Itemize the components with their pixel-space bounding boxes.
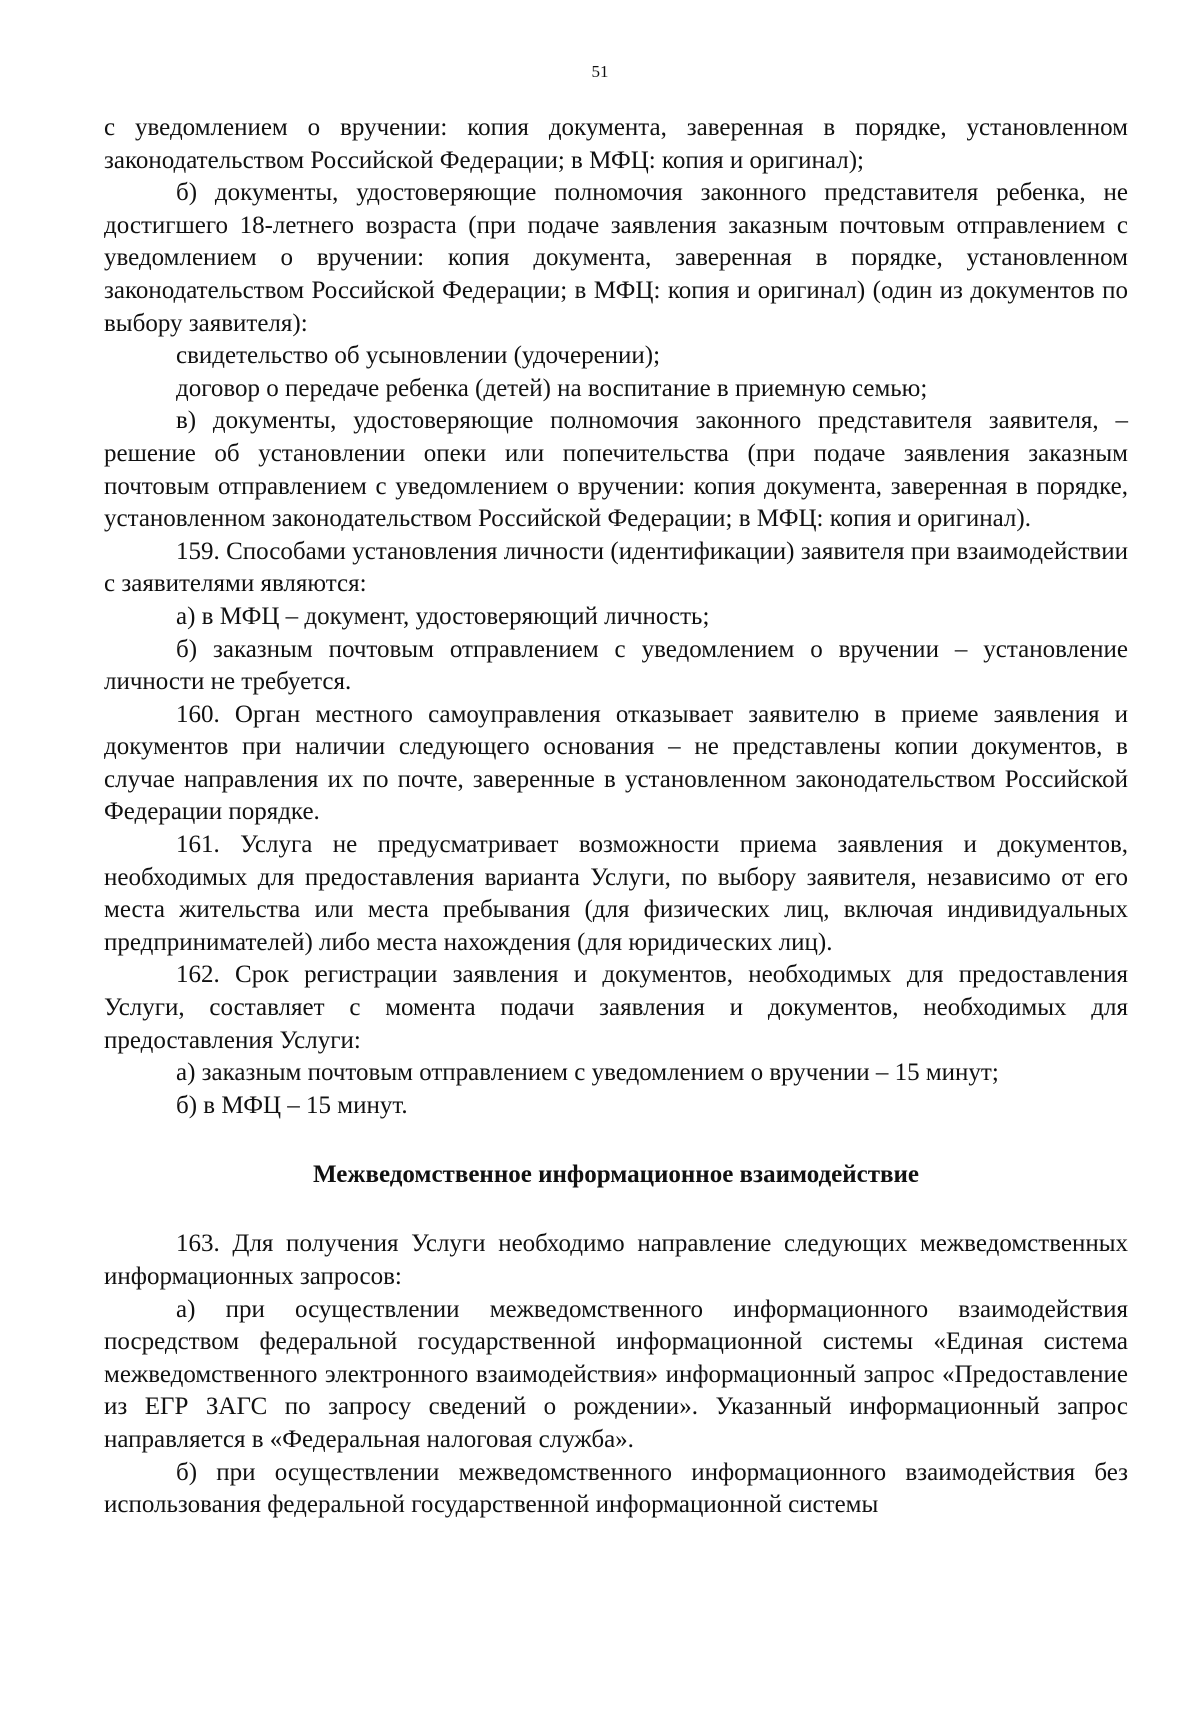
- paragraph: а) в МФЦ – документ, удостоверяющий личность;: [176, 602, 710, 630]
- paragraph: 162. Срок регистрации заявления и документов, необходимых для предоставления Услуги, составляет с момента подачи заявления и документов, необходимых для предоставления Услуги:: [104, 961, 1128, 1054]
- paragraph: 161. Услуга не предусматривает возможности приема заявления и документов, необходимых для предоставления варианта Услуги, по выбору заявителя, независимо от его места жительства или места пребывания (для физических лиц, включая индивидуальных предпринимателей) либо места нахождения (для юридических лиц).: [104, 831, 1128, 956]
- paragraph: б) заказным почтовым отправлением с уведомлением о вручении – установление личности не требуется.: [104, 635, 1128, 696]
- paragraph: с уведомлением о вручении: копия документа, заверенная в порядке, установленном законодательством Российской Федерации; в МФЦ: копия и оригинал);: [104, 114, 1128, 174]
- document-body: [104, 112, 1128, 1522]
- paragraph: 159. Способами установления личности (идентификации) заявителя при взаимодействии с заявителями являются:: [104, 537, 1128, 598]
- paragraph: б) при осуществлении межведомственного информационного взаимодействия без использования федеральной государственной информационной системы: [104, 1458, 1128, 1519]
- paragraph: в) документы, удостоверяющие полномочия законного представителя заявителя, – решение об установлении опеки или попечительства (при подаче заявления заказным почтовым отправлением с уведомлением о вручении: копия документа, заверенная в порядке, установленном законодательством Российской Федерации; в МФЦ: копия и оригинал).: [104, 407, 1128, 533]
- paragraph: а) при осуществлении межведомственного информационного взаимодействия посредством федеральной государственной информационной системы «Единая система межведомственного электронного взаимодействия» информационный запрос «Предоставление из ЕГР ЗАГС по запросу сведений о рождении». Указанный информационный запрос направляется в «Федеральная налоговая служба».: [104, 1295, 1128, 1453]
- paragraph: б) документы, удостоверяющие полномочия законного представителя ребенка, не достигшего 18-летнего возраста (при подаче заявления заказным почтовым отправлением с уведомлением о вручении: копия документа, заверенная в порядке, установленном законодательством Российской Федерации; в МФЦ: копия и оригинал) (один из документов по выбору заявителя):: [104, 179, 1128, 337]
- paragraph-group-bottom: [104, 1228, 1128, 1521]
- paragraph: 160. Орган местного самоуправления отказывает заявителю в приеме заявления и документов при наличии следующего основания – не представлены копии документов, в случае направления их по почте, заверенные в установленном законодательством Российской Федерации порядке.: [104, 700, 1128, 826]
- section-heading: Межведомственное информационное взаимодействие: [313, 1161, 919, 1189]
- paragraph: 163. Для получения Услуги необходимо направление следующих межведомственных информационных запросов:: [104, 1230, 1128, 1290]
- paragraph-group-top: [104, 112, 1128, 1122]
- paragraph: б) в МФЦ – 15 минут.: [176, 1091, 408, 1119]
- page-number: 51: [591, 62, 609, 81]
- paragraph: свидетельство об усыновлении (удочерении);: [176, 342, 661, 370]
- paragraph: а) заказным почтовым отправлением с уведомлением о вручении – 15 минут;: [176, 1059, 999, 1087]
- paragraph: договор о передаче ребенка (детей) на воспитание в приемную семью;: [176, 374, 928, 402]
